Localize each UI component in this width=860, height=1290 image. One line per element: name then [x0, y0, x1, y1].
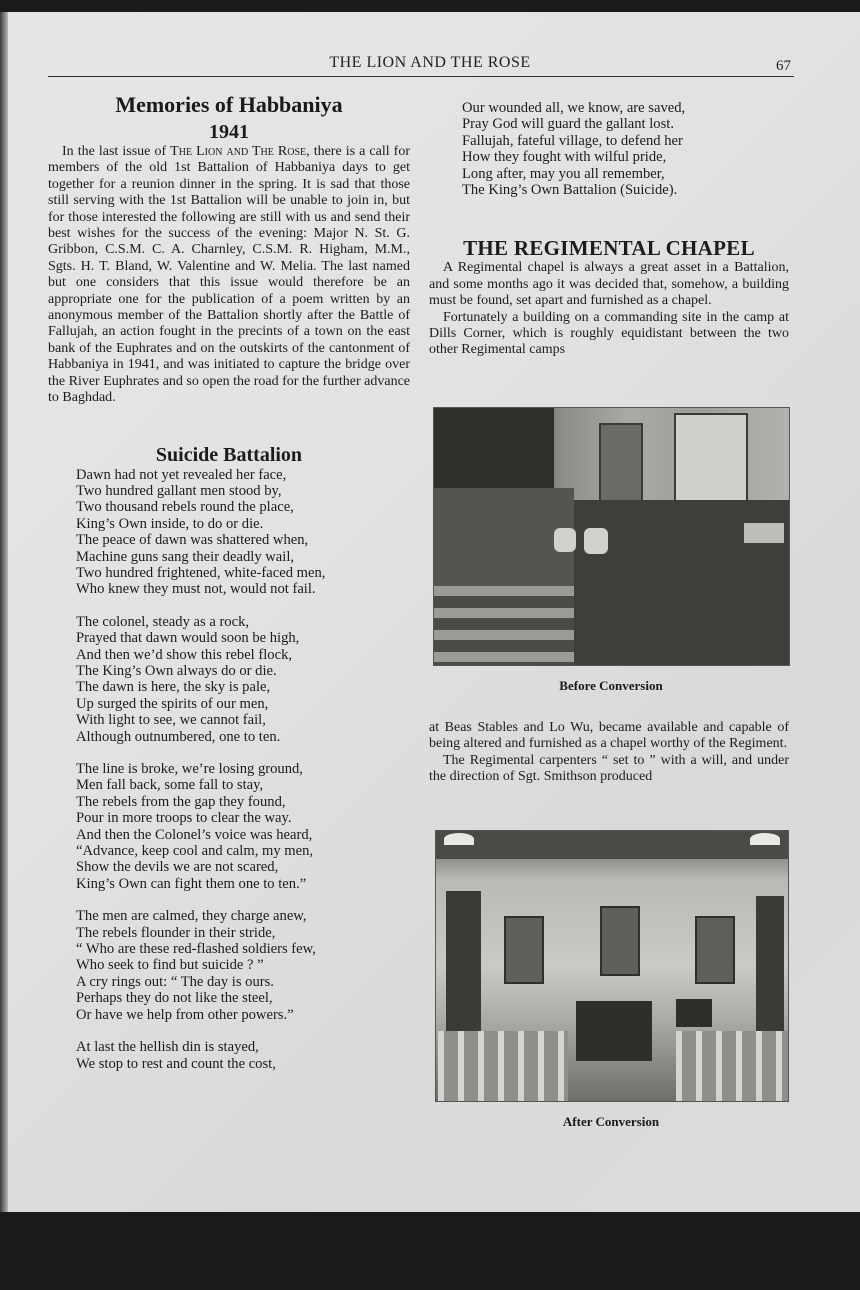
poem-line: Up surged the spirits of our men, — [76, 695, 269, 712]
publication-name: The Lion and The Rose — [170, 144, 307, 159]
chapel-paragraph: at Beas Stables and Lo Wu, became available and capable of being altered and furnished as a chapel worthy of the Regiment. — [429, 720, 789, 752]
poem-line: The King’s Own always do or die. — [76, 662, 277, 679]
chapel-paragraph: Fortunately a building on a commanding site in the camp at Dills Corner, which is roughly equidistant between the two other Regimental camps — [429, 309, 789, 358]
photo-caption-after: After Conversion — [562, 1114, 660, 1129]
poem-line: Men fall back, some fall to stay, — [76, 777, 264, 794]
poem-line: Our wounded all, we know, are saved, — [462, 100, 686, 116]
poem-line: Although outnumbered, one to ten. — [76, 728, 281, 745]
poem-line: “ Who are these red-flashed soldiers few, — [76, 941, 316, 958]
poem-line: Pray God will guard the gallant lost. — [462, 116, 674, 133]
poem-stanza-1 — [48, 467, 410, 598]
poem-stanza-2 — [48, 614, 410, 745]
poem-line: The peace of dawn was shattered when, — [76, 532, 309, 549]
poem-line: We stop to rest and count the cost, — [76, 1055, 276, 1072]
header-rule — [48, 76, 794, 77]
poem-stanza-5 — [48, 1039, 410, 1072]
poem-line: Pour in more troops to clear the way. — [76, 810, 292, 827]
right-column-continued — [429, 720, 789, 786]
poem-line: Who seek to find but suicide ? ” — [76, 957, 264, 974]
poem-stanza-3 — [48, 761, 410, 892]
poem-continuation — [429, 100, 789, 198]
poem-line: The line is broke, we’re losing ground, — [76, 761, 303, 777]
intro-paragraph — [48, 144, 410, 407]
page-binding-edge — [0, 12, 8, 1212]
chapel-paragraph: The Regimental carpenters “ set to ” with a will, and under the direction of Sgt. Smithson produced — [429, 752, 789, 785]
article-year: 1941 — [209, 121, 249, 143]
poem-line: Perhaps they do not like the steel, — [76, 990, 273, 1007]
poem-line: How they fought with wilful pride, — [462, 149, 667, 166]
poem-line: The rebels flounder in their stride, — [76, 924, 276, 941]
right-column — [429, 100, 789, 359]
poem-line: The colonel, steady as a rock, — [76, 613, 250, 630]
intro-lead: In the last issue of — [62, 144, 171, 159]
poem-stanza-4 — [48, 908, 410, 1023]
poem-line: And then the Colonel’s voice was heard, — [76, 826, 313, 843]
poem-line: Two thousand rebels round the place, — [76, 499, 294, 516]
poem-line: With light to see, we cannot fail, — [76, 712, 266, 729]
after-conversion-photo — [435, 830, 789, 1102]
page-number: 67 — [776, 58, 791, 74]
poem-line: And then we’d show this rebel flock, — [76, 646, 293, 663]
running-header: THE LION AND THE ROSE — [329, 54, 531, 71]
section-title: THE REGIMENTAL CHAPEL — [463, 236, 755, 261]
poem-line: “Advance, keep cool and calm, my men, — [76, 843, 314, 860]
poem-title: Suicide Battalion — [155, 443, 303, 466]
poem-line: The King’s Own Battalion (Suicide). — [462, 182, 678, 199]
article-title: Memories of Habbaniya — [115, 92, 343, 117]
poem-line: Two hundred frightened, white-faced men, — [76, 564, 326, 581]
before-conversion-photo — [433, 407, 790, 666]
poem-line: King’s Own inside, to do or die. — [76, 515, 264, 532]
poem-line: The dawn is here, the sky is pale, — [76, 679, 271, 696]
poem-line: Who knew they must not, would not fail. — [76, 581, 316, 598]
chapel-paragraph: A Regimental chapel is always a great asset in a Battalion, and some months ago it was decided that, somehow, a building must be found, set apart and furnished as a chapel. — [429, 260, 789, 309]
poem-line: The rebels from the gap they found, — [76, 793, 286, 810]
poem-line: Two hundred gallant men stood by, — [76, 482, 282, 499]
poem-line: At last the hellish din is stayed, — [76, 1039, 259, 1056]
poem-line: Fallujah, fateful village, to defend her — [462, 132, 683, 149]
poem-line: A cry rings out: “ The day is ours. — [76, 973, 274, 990]
poem-line: Machine guns sang their deadly wail, — [76, 548, 295, 565]
photo-caption-before: Before Conversion — [559, 678, 663, 693]
poem-line: The men are calmed, they charge anew, — [76, 908, 307, 925]
poem-line: Show the devils we are not scared, — [76, 859, 279, 876]
intro-rest: , there is a call for members of the old 1st Battalion of Habbaniya days to get together for a reunion dinner in the spring. It is sad that those still serving with the 1st Battalion will be unable to join in, but for those interested the following are still with us and send their best wishes for the success of the evening: Major N. St. G. Gribbon, C.S.M. C. A. Charnley, C.S.M. R. Higham, M.M., Sgts. H. T. Bland, W. Valentine and W. Melia. The last named but one considers that this issue would therefore be an appropriate one for the publication of a poem written by an anonymous member of the Battalion shortly after the Battle of Fallujah, an action fought in the precints of a town on the east bank of the Euphrates and on the outskirts of the cantonment of Habbaniya in 1941, and was initiated to capture the bridge over the River Euphrates and so open the road for the further advance to Baghdad. — [48, 144, 410, 406]
poem-line: Or have we help from other powers.” — [76, 1006, 294, 1023]
poem-line: Long after, may you all remember, — [462, 165, 665, 182]
poem-line: Prayed that dawn would soon be high, — [76, 630, 300, 647]
left-column — [48, 92, 410, 1072]
poem-line: King’s Own can fight them one to ten.” — [76, 875, 307, 892]
poem-line: Dawn had not yet revealed her face, — [76, 466, 287, 483]
